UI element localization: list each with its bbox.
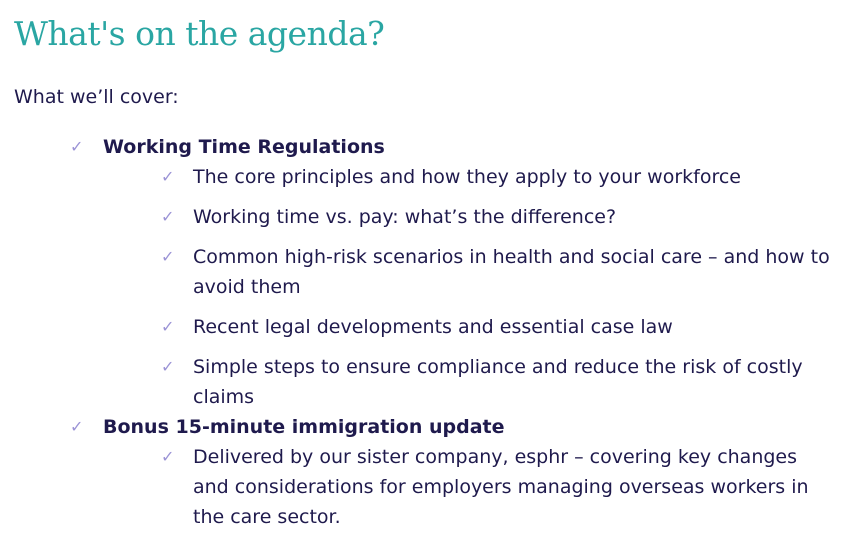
section-heading xyxy=(70,412,855,442)
checkmark-icon: ✓ xyxy=(161,167,175,186)
checkmark-icon: ✓ xyxy=(161,207,175,226)
list-item xyxy=(161,162,833,192)
list-item xyxy=(161,352,833,412)
agenda-list xyxy=(0,132,855,542)
intro-text: What we’ll cover: xyxy=(14,86,179,108)
list-item-label: The core principles and how they apply to your workforce xyxy=(193,166,741,188)
section-heading xyxy=(70,132,855,162)
list-item-label: Working time vs. pay: what’s the difference? xyxy=(193,206,617,228)
checkmark-icon: ✓ xyxy=(161,317,175,336)
list-item-label: Recent legal developments and essential case law xyxy=(193,316,673,338)
list-item xyxy=(161,202,833,232)
checkmark-icon: ✓ xyxy=(161,247,175,266)
list-item-label: Delivered by our sister company, esphr – covering key changes and considerations for employers managing overseas workers in the care sector. xyxy=(193,446,809,528)
page-title: What's on the agenda? xyxy=(14,14,385,53)
list-item xyxy=(161,312,833,342)
section-heading-label: Bonus 15-minute immigration update xyxy=(103,416,505,438)
section-heading-label: Working Time Regulations xyxy=(103,136,385,158)
checkmark-icon: ✓ xyxy=(70,137,84,156)
list-item xyxy=(161,242,833,302)
checkmark-icon: ✓ xyxy=(161,447,175,466)
checkmark-icon: ✓ xyxy=(161,357,175,376)
checkmark-icon: ✓ xyxy=(70,417,84,436)
list-item-label: Simple steps to ensure compliance and reduce the risk of costly claims xyxy=(193,356,803,408)
list-item-label: Common high-risk scenarios in health and social care – and how to avoid them xyxy=(193,246,830,298)
list-item xyxy=(161,442,833,532)
